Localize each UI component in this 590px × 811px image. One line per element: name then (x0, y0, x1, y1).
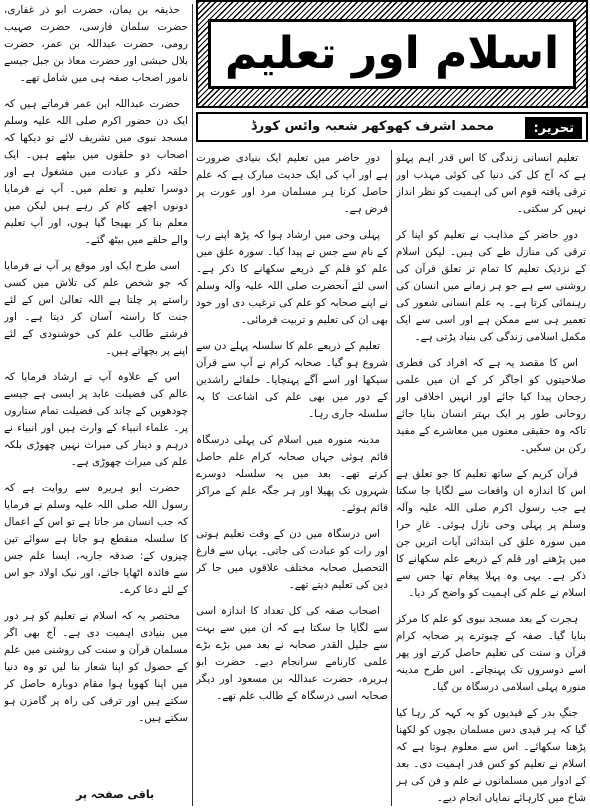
paragraph: تعلیم کے ذریعے علم کا سلسلہ پہلے دن سے شروع ہو گیا۔ صحابہ کرام نے آپ سے قرآن سیکھا اور اسے آگے پہنچایا۔ خلفائے راشدین کے دور میں بھی علم کی اشاعت کا یہ سلسلہ جاری رہا۔ (196, 340, 388, 420)
paragraph: حضرت ابو ہریرہ سے روایت ہے کہ رسول اللہ صلی اللہ علیہ وسلم نے فرمایا کہ جب انسان مر جاتا ہے تو اس کے اعمال کا سلسلہ منقطع ہو جاتا ہے سوائے تین چیزوں کے: صدقہ جاریہ، ایسا علم جس سے فائدہ اٹھایا جائے، اور نیک اولاد جو اس کے لئے دعا کرے۔ (4, 482, 188, 596)
paragraph: اسی طرح ایک اور موقع پر آپ نے فرمایا کہ جو شخص علم کی تلاش میں کسی راستے پر چلتا ہے اللہ تعالیٰ اس کے لئے جنت کا راستہ آسان کر دیتا ہے۔ اور فرشتے طالب علم کی خوشنودی کے لئے اپنے پر بچھاتے ہیں۔ (4, 260, 188, 357)
article-title: اسلام اور تعلیم (208, 19, 576, 90)
byline (196, 112, 588, 142)
paragraph: قرآن کریم کے ساتھ تعلیم کا جو تعلق ہے اس کا اندازہ ان واقعات سے لگایا جا سکتا ہے جب رسول اکرم صلی اللہ علیہ وآلہ وسلم پر پہلی وحی نازل ہوئی۔ غارِ حرا میں سورہ علق کی ابتدائی آیات اتریں جن میں پڑھنے اور قلم کے ذریعے علم سکھانے کا ذکر ہے۔ یہی وہ پہلا پیغام تھا جس سے اسلام نے علم کی اہمیت کو واضح کر دیا۔ (396, 468, 586, 599)
column-right (396, 150, 586, 806)
paragraph: مدینہ منورہ میں اسلام کی پہلی درسگاہ قائم ہوئی جہاں صحابہ کرام علم حاصل کرتے تھے۔ بعد میں یہ سلسلہ دوسرے شہروں تک پھیلا اور ہر جگہ علم کے مراکز قائم ہوئے۔ (196, 434, 388, 514)
paragraph: اس کے علاوہ آپ نے ارشاد فرمایا کہ عالم کی فضیلت عابد پر ایسی ہے جیسے چودھویں کے چاند کی فضیلت تمام ستاروں پر۔ علماء انبیاء کے وارث ہیں اور انبیاء نے درہم و دینار کی میراث نہیں چھوڑی بلکہ علم کی میراث چھوڑی ہے۔ (4, 371, 188, 468)
paragraph: ہجرت کے بعد مسجد نبوی کو علم کا مرکز بنایا گیا۔ صفہ کے چبوترے پر صحابہ کرام قرآن و سنت کی تعلیم حاصل کرتے اور پھر اسے دوسروں تک پہنچاتے۔ اس طرح مدینہ منورہ پہلی اسلامی درسگاہ بن گیا۔ (396, 613, 586, 693)
column-divider (391, 150, 392, 806)
article-masthead (196, 0, 588, 150)
paragraph: جنگِ بدر کے قیدیوں کو یہ کہہ کر رہا کیا گیا کہ ہر قیدی دس مسلمان بچوں کو لکھنا پڑھنا سکھائے۔ اس سے معلوم ہوتا ہے کہ اسلام نے تعلیم کو کس قدر اہمیت دی۔ بعد کے ادوار میں مسلمانوں نے علم و فن کی ہر شاخ میں کارہائے نمایاں انجام دیے۔ (396, 707, 586, 804)
paragraph: پہلی وحی میں ارشاد ہوا کہ پڑھ اپنے رب کے نام سے جس نے پیدا کیا۔ سورہ علق میں علم کو قلم کے ذریعے سکھانے کا ذکر ہے۔ اسی لئے آنحضرت صلی اللہ علیہ وآلہ وسلم نے اپنے صحابہ کو علم کی ترغیب دی اور خود بھی ان کی تعلیم و تربیت فرمائی۔ (196, 229, 388, 326)
column-middle (196, 150, 388, 806)
paragraph: اس کا مقصد یہ ہے کہ افراد کی فطری صلاحیتوں کو اجاگر کر کے ان میں علمی رجحان پیدا کیا جائے اور انہیں اخلاقی اور روحانی طور پر ایک بہتر انسان بنایا جائے تاکہ وہ حقیقی معنوں میں معاشرے کے مفید رکن بن سکیں۔ (396, 357, 586, 454)
paragraph: دورِ حاضر میں تعلیم ایک بنیادی ضرورت ہے اور آپ کی ایک حدیث مبارک ہے کہ علم حاصل کرنا ہر مسلمان مرد اور عورت پر فرض ہے۔ (196, 152, 388, 215)
author-name: محمد اشرف کھوکھر شعبہ وائس کورڈ (250, 119, 494, 134)
paragraph: مختصر یہ کہ اسلام نے تعلیم کو ہر دور میں بنیادی اہمیت دی ہے۔ آج بھی اگر مسلمان قرآن و سنت کی روشنی میں علم کے حصول کو اپنا شعار بنا لیں تو وہ دنیا میں اپنا کھویا ہوا مقام دوبارہ حاصل کر سکتے ہیں اور ترقی کی راہ پر گامزن ہو سکتے ہیں۔ (4, 610, 188, 724)
byline-box (196, 112, 588, 142)
paragraph: تعلیم انسانی زندگی کا اس قدر اہم پہلو ہے کہ آج کل کی دنیا کی کوئی مہذب اور ترقی یافتہ قوم اس کی اہمیت کو نظر انداز نہیں کر سکتی۔ (396, 152, 586, 215)
continued-note: باقی صفحہ پر (76, 788, 155, 801)
paragraph: حذیفہ بن یمان، حضرت ابو ذر غفاری، حضرت سلمان فارسی، حضرت صہیب رومی، حضرت عبداللہ بن عمر، حضرت بلال حبشی اور حضرت معاذ بن جبل جیسے نامور اصحاب صفہ ہی میں شامل تھے۔ (4, 4, 188, 84)
title-banner (196, 0, 588, 108)
paragraph: حضرت عبداللہ ابن عمر فرماتے ہیں کہ ایک دن حضور اکرم صلی اللہ علیہ وسلم مسجد نبوی میں تشریف لائے تو دیکھا کہ اصحاب دو حلقوں میں بیٹھے ہیں۔ ایک حلقہ ذکر و عبادت میں مشغول ہے اور دوسرا تعلیم و تعلم میں۔ آپ نے فرمایا دونوں اچھے کام کر رہے ہیں لیکن میں معلم بنا کر بھیجا گیا ہوں، اور آپ تعلیم والے حلقے میں بیٹھ گئے۔ (4, 98, 188, 246)
paragraph: دورِ حاضر کے مذاہب نے تعلیم کو اپنا کر ترقی کی منازل طے کی ہیں۔ لیکن اسلام کے نزدیک تعلیم کا تمام تر تعلق قرآن کی روشنی سے ہے جو ہر زمانے میں انسان کی رہنمائی کرتا ہے۔ یہ علم انسانی شعور کی تعمیر ہی سے ممکن ہے اور اسی سے ایک مکمل اسلامی زندگی کی بنیاد پڑتی ہے۔ (396, 229, 586, 343)
column-left (4, 2, 188, 808)
paragraph: اس درسگاہ میں دن کے وقت تعلیم ہوتی اور رات کو عبادت کی جاتی۔ یہاں سے فارغ التحصیل صحابہ مختلف علاقوں میں جا کر دین کی تعلیم دیتے تھے۔ (196, 528, 388, 591)
paragraph: اصحاب صفہ کی کل تعداد کا اندازہ اسی سے لگایا جا سکتا ہے کہ ان میں سے بہت سے جلیل القدر صحابہ نے بعد میں بڑے بڑے علمی کارنامے سرانجام دیے۔ حضرت ابو ہریرہ، حضرت عبداللہ بن مسعود اور دیگر صحابہ اسی درسگاہ کے طالب علم تھے۔ (196, 605, 388, 702)
byline-label: تحریر: (525, 117, 582, 139)
column-divider (192, 4, 193, 806)
